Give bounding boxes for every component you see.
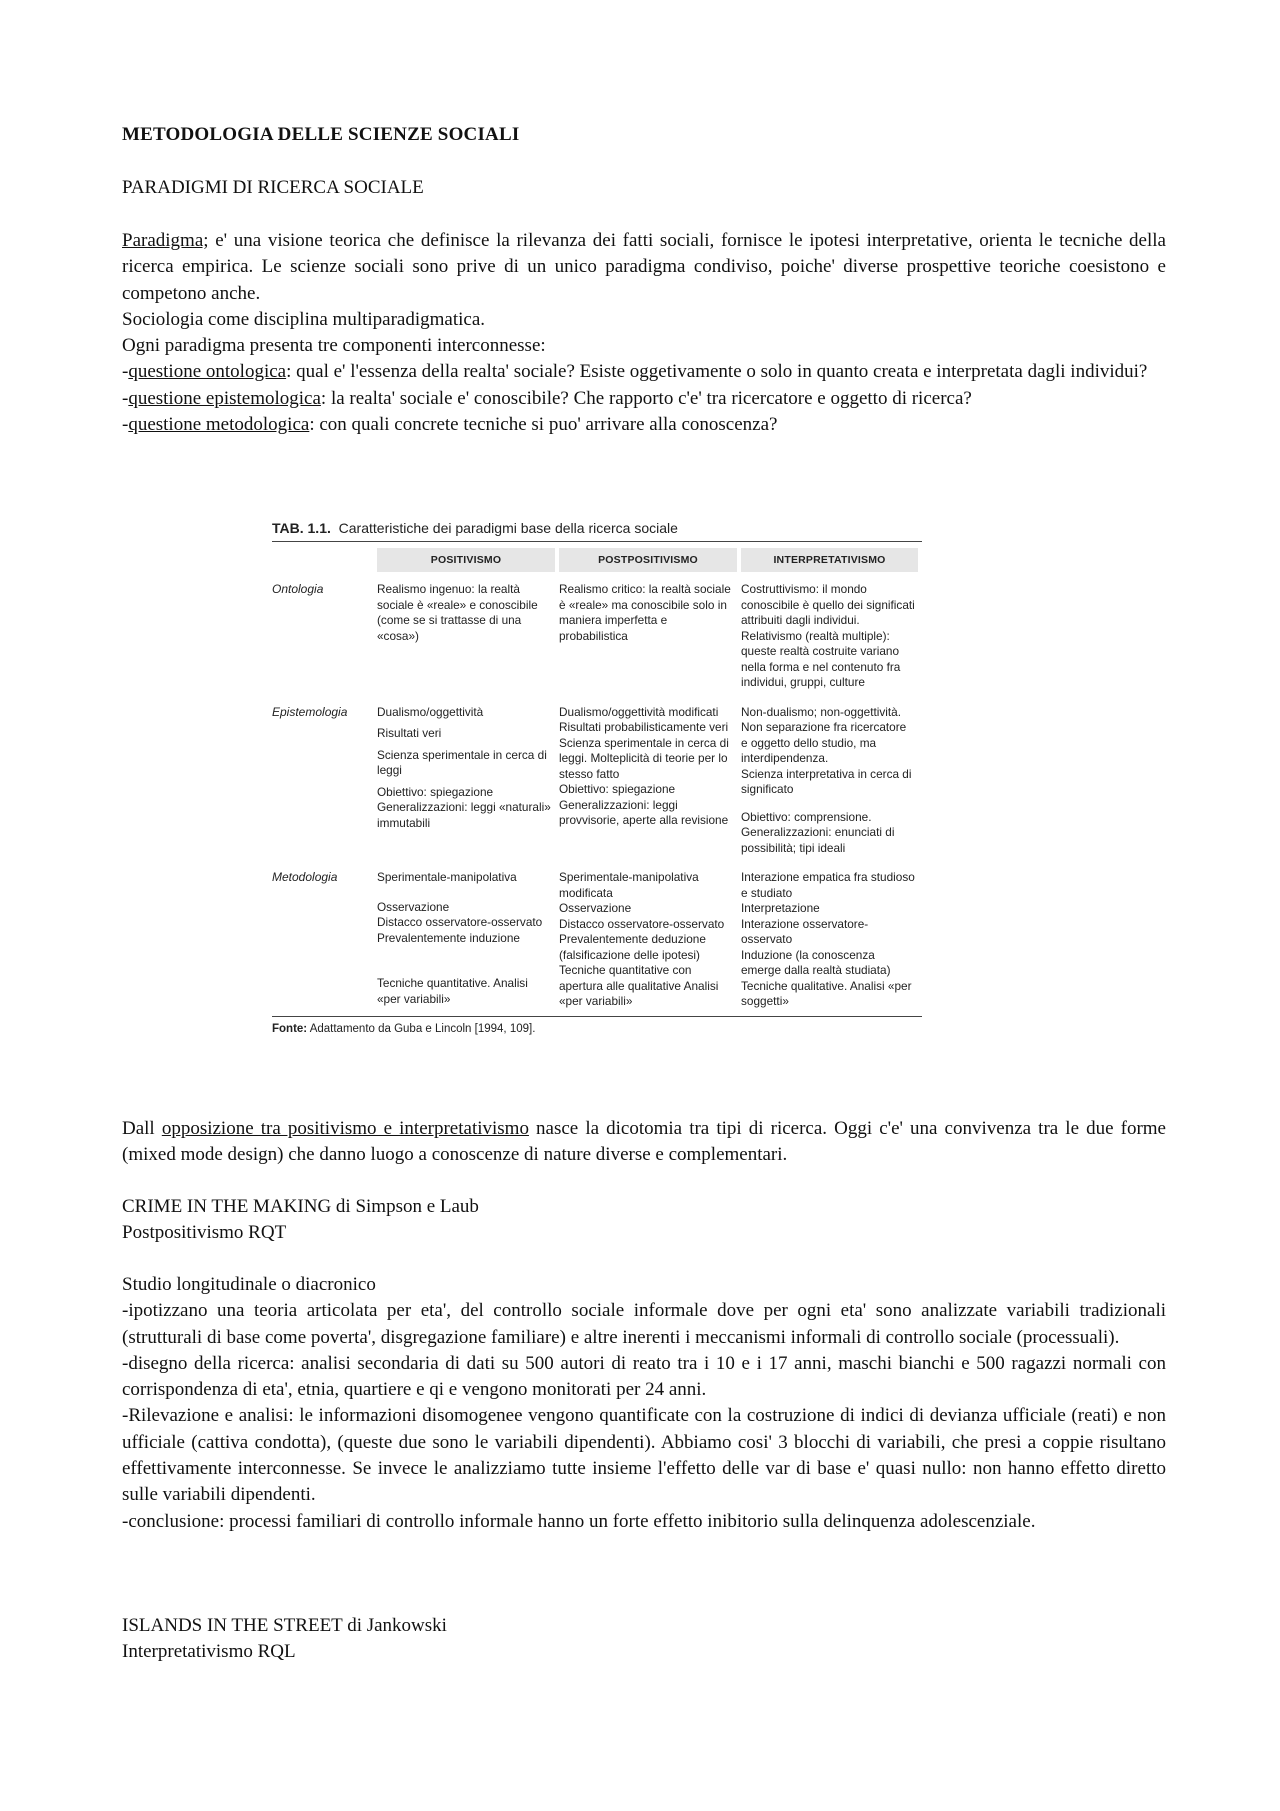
crime-analysis: -Rilevazione e analisi: le informazioni disomogenee vengono quantificate con la costruzione di indici di devianza ufficiale (reati) e non ufficiale (cattiva condotta), (queste due sono le variabili dipendenti). Abbiamo cosi' 3 blocchi di variabili, che presi a coppie risultano effettivamente interconnesse. Se invece le analizziamo tutte insieme l'effetto delle var di base e' quasi nullo: non hanno effetto diretto sulle variabili dipendenti. [122, 1405, 1166, 1506]
ontological-question: -questione ontologica: qual e' l'essenza della realta' sociale? Esiste oggetivamente o solo in quanto creata e interpretata dagli individui? [122, 361, 1148, 383]
after-table-section [122, 1116, 1166, 1169]
islands-title: ISLANDS IN THE STREET di Jankowski [122, 1615, 447, 1636]
paradigma-term: Paradigma; [122, 230, 209, 251]
crime-conclusion: -conclusione: processi familiari di controllo informale hanno un forte effetto inibitorio sulla delinquenza adolescenziale. [122, 1510, 1036, 1532]
cell-epistemologia-interpretativismo: Non-dualismo; non-oggettività. Non separazione fra ricercatore e oggetto dello studio, ma interdipendenza. Scienza interpretativa in cerca di significato Obiettivo: comprensione. Generalizzazioni: enunciati di possibilità; tipi ideali [741, 704, 912, 855]
crime-heading: Studio longitudinale o diacronico [122, 1274, 376, 1295]
cell-metodologia-positivismo: Sperimentale-manipolativa Osservazione Distacco osservatore-osservato Prevalentemente induzione Tecniche quantitative. Analisi «per variabili» [377, 870, 543, 1006]
crime-hypothesis: -ipotizzano una teoria articolata per eta', del controllo sociale informale dove per ogni eta' sono analizzate variabili tradizionali (strutturali di base come poverta', disgregazione familiare) e altre inerenti i meccanismi informali di controllo sociale (processuali). [122, 1300, 1166, 1348]
components-line: Ogni paradigma presenta tre componenti interconnesse: [122, 335, 546, 357]
header-interpretativismo: INTERPRETATIVISMO [741, 548, 918, 572]
table-bottom-rule [272, 1016, 922, 1017]
header-postpositivismo: POSTPOSITIVISMO [559, 548, 737, 572]
table-caption: TAB. 1.1. Caratteristiche dei paradigmi base della ricerca sociale [272, 520, 678, 536]
crime-research-design: -disegno della ricerca: analisi secondaria di dati su 500 autori di reato tra i 10 e i 17 anni, maschi bianchi e 500 ragazzi normali con corrispondenza di eta', etnia, quartiere e qi e vengono monitorati per 24 anni. [122, 1352, 1166, 1401]
document-title: METODOLOGIA DELLE SCIENZE SOCIALI [122, 124, 520, 145]
section-heading-paradigmi: PARADIGMI DI RICERCA SOCIALE [122, 177, 424, 198]
cell-metodologia-interpretativismo: Interazione empatica fra studioso e studiato Interpretazione Interazione osservatore-osservato Induzione (la conoscenza emerge dalla realtà studiata) Tecniche qualitative. Analisi «per soggetti» [741, 870, 915, 1008]
row-label-epistemologia: Epistemologia [272, 704, 348, 719]
paradigma-paragraph [122, 228, 1166, 307]
row-label-ontologia: Ontologia [272, 582, 324, 596]
cell-ontologia-interpretativismo: Costruttivismo: il mondo conoscibile è quello dei significati attribuiti dagli individui. Relativismo (realtà multiple): queste realtà costruite variano nella forma e nel contenuto fra individui, gruppi, culture [741, 582, 915, 689]
paradigms-table-figure [272, 520, 922, 1035]
row-label-metodologia: Metodologia [272, 870, 338, 884]
islands-subtitle: Interpretativismo RQL [122, 1641, 296, 1663]
epistemological-question: -questione epistemologica: la realta' sociale e' conoscibile? Che rapporto c'e' tra ricercatore e oggetto di ricerca? [122, 387, 972, 409]
cell-epistemologia-postpositivismo: Dualismo/oggettività modificati Risultati probabilisticamente veri Scienza sperimentale in cerca di leggi. Molteplicità di teorie per lo stesso fatto Obiettivo: spiegazione Generalizzazioni: leggi provvisorie, aperte alla revisione [559, 704, 729, 827]
header-positivismo: POSITIVISMO [377, 548, 555, 572]
crime-subtitle: Postpositivismo RQT [122, 1222, 287, 1244]
crime-title: CRIME IN THE MAKING di Simpson e Laub [122, 1196, 479, 1217]
paradigma-definition: e' una visione teorica che definisce la rilevanza dei fatti sociali, fornisce le ipotesi interpretative, orienta le tecniche della ricerca empirica. Le scienze sociali sono prive di un unico paradigma condiviso, poiche' diverse prospettive teoriche coesistono e competono anche. [122, 230, 1166, 304]
cell-metodologia-postpositivismo: Sperimentale-manipolativa modificata Osservazione Distacco osservatore-osservato Prevalentemente deduzione (falsificazione delle ipotesi) Tecniche quantitative con apertura alle qualitative Analisi «per variabili» [559, 870, 725, 1008]
crime-study-section [122, 1272, 1166, 1535]
islands-section [122, 1613, 1166, 1666]
ontological-term: questione ontologica [128, 361, 287, 383]
multiparadigm-line: Sociologia come disciplina multiparadigmatica. [122, 308, 486, 330]
methodological-question: -questione metodologica: con quali concrete tecniche si puo' arrivare alla conoscenza? [122, 414, 778, 436]
epistemological-term: questione epistemologica [128, 387, 321, 409]
opposition-term: opposizione tra positivismo e interpretativismo [161, 1118, 529, 1139]
intro-section [122, 228, 1166, 438]
crime-section [122, 1194, 1166, 1247]
paradigms-table [272, 542, 922, 1010]
table-source: Fonte: Adattamento da Guba e Lincoln [1994, 109]. [272, 1022, 536, 1035]
cell-epistemologia-positivismo: Dualismo/oggettività Risultati veri Scienza sperimentale in cerca di leggi Obiettivo: spiegazione Generalizzazioni: leggi «naturali» immutabili [377, 704, 551, 830]
dichotomy-paragraph: Dall opposizione tra positivismo e interpretativismo nasce la dicotomia tra tipi di ricerca. Oggi c'e' una convivenza tra le due forme (mixed mode design) che danno luogo a conoscenze di nature diverse e complementari. [122, 1118, 1166, 1166]
methodological-term: questione metodologica [128, 414, 310, 436]
cell-ontologia-postpositivismo: Realismo critico: la realtà sociale è «reale» ma conoscibile solo in maniera imperfetta e probabilistica [559, 582, 731, 643]
cell-ontologia-positivismo: Realismo ingenuo: la realtà sociale è «reale» e conoscibile (come se si trattasse di una «cosa») [377, 582, 538, 643]
